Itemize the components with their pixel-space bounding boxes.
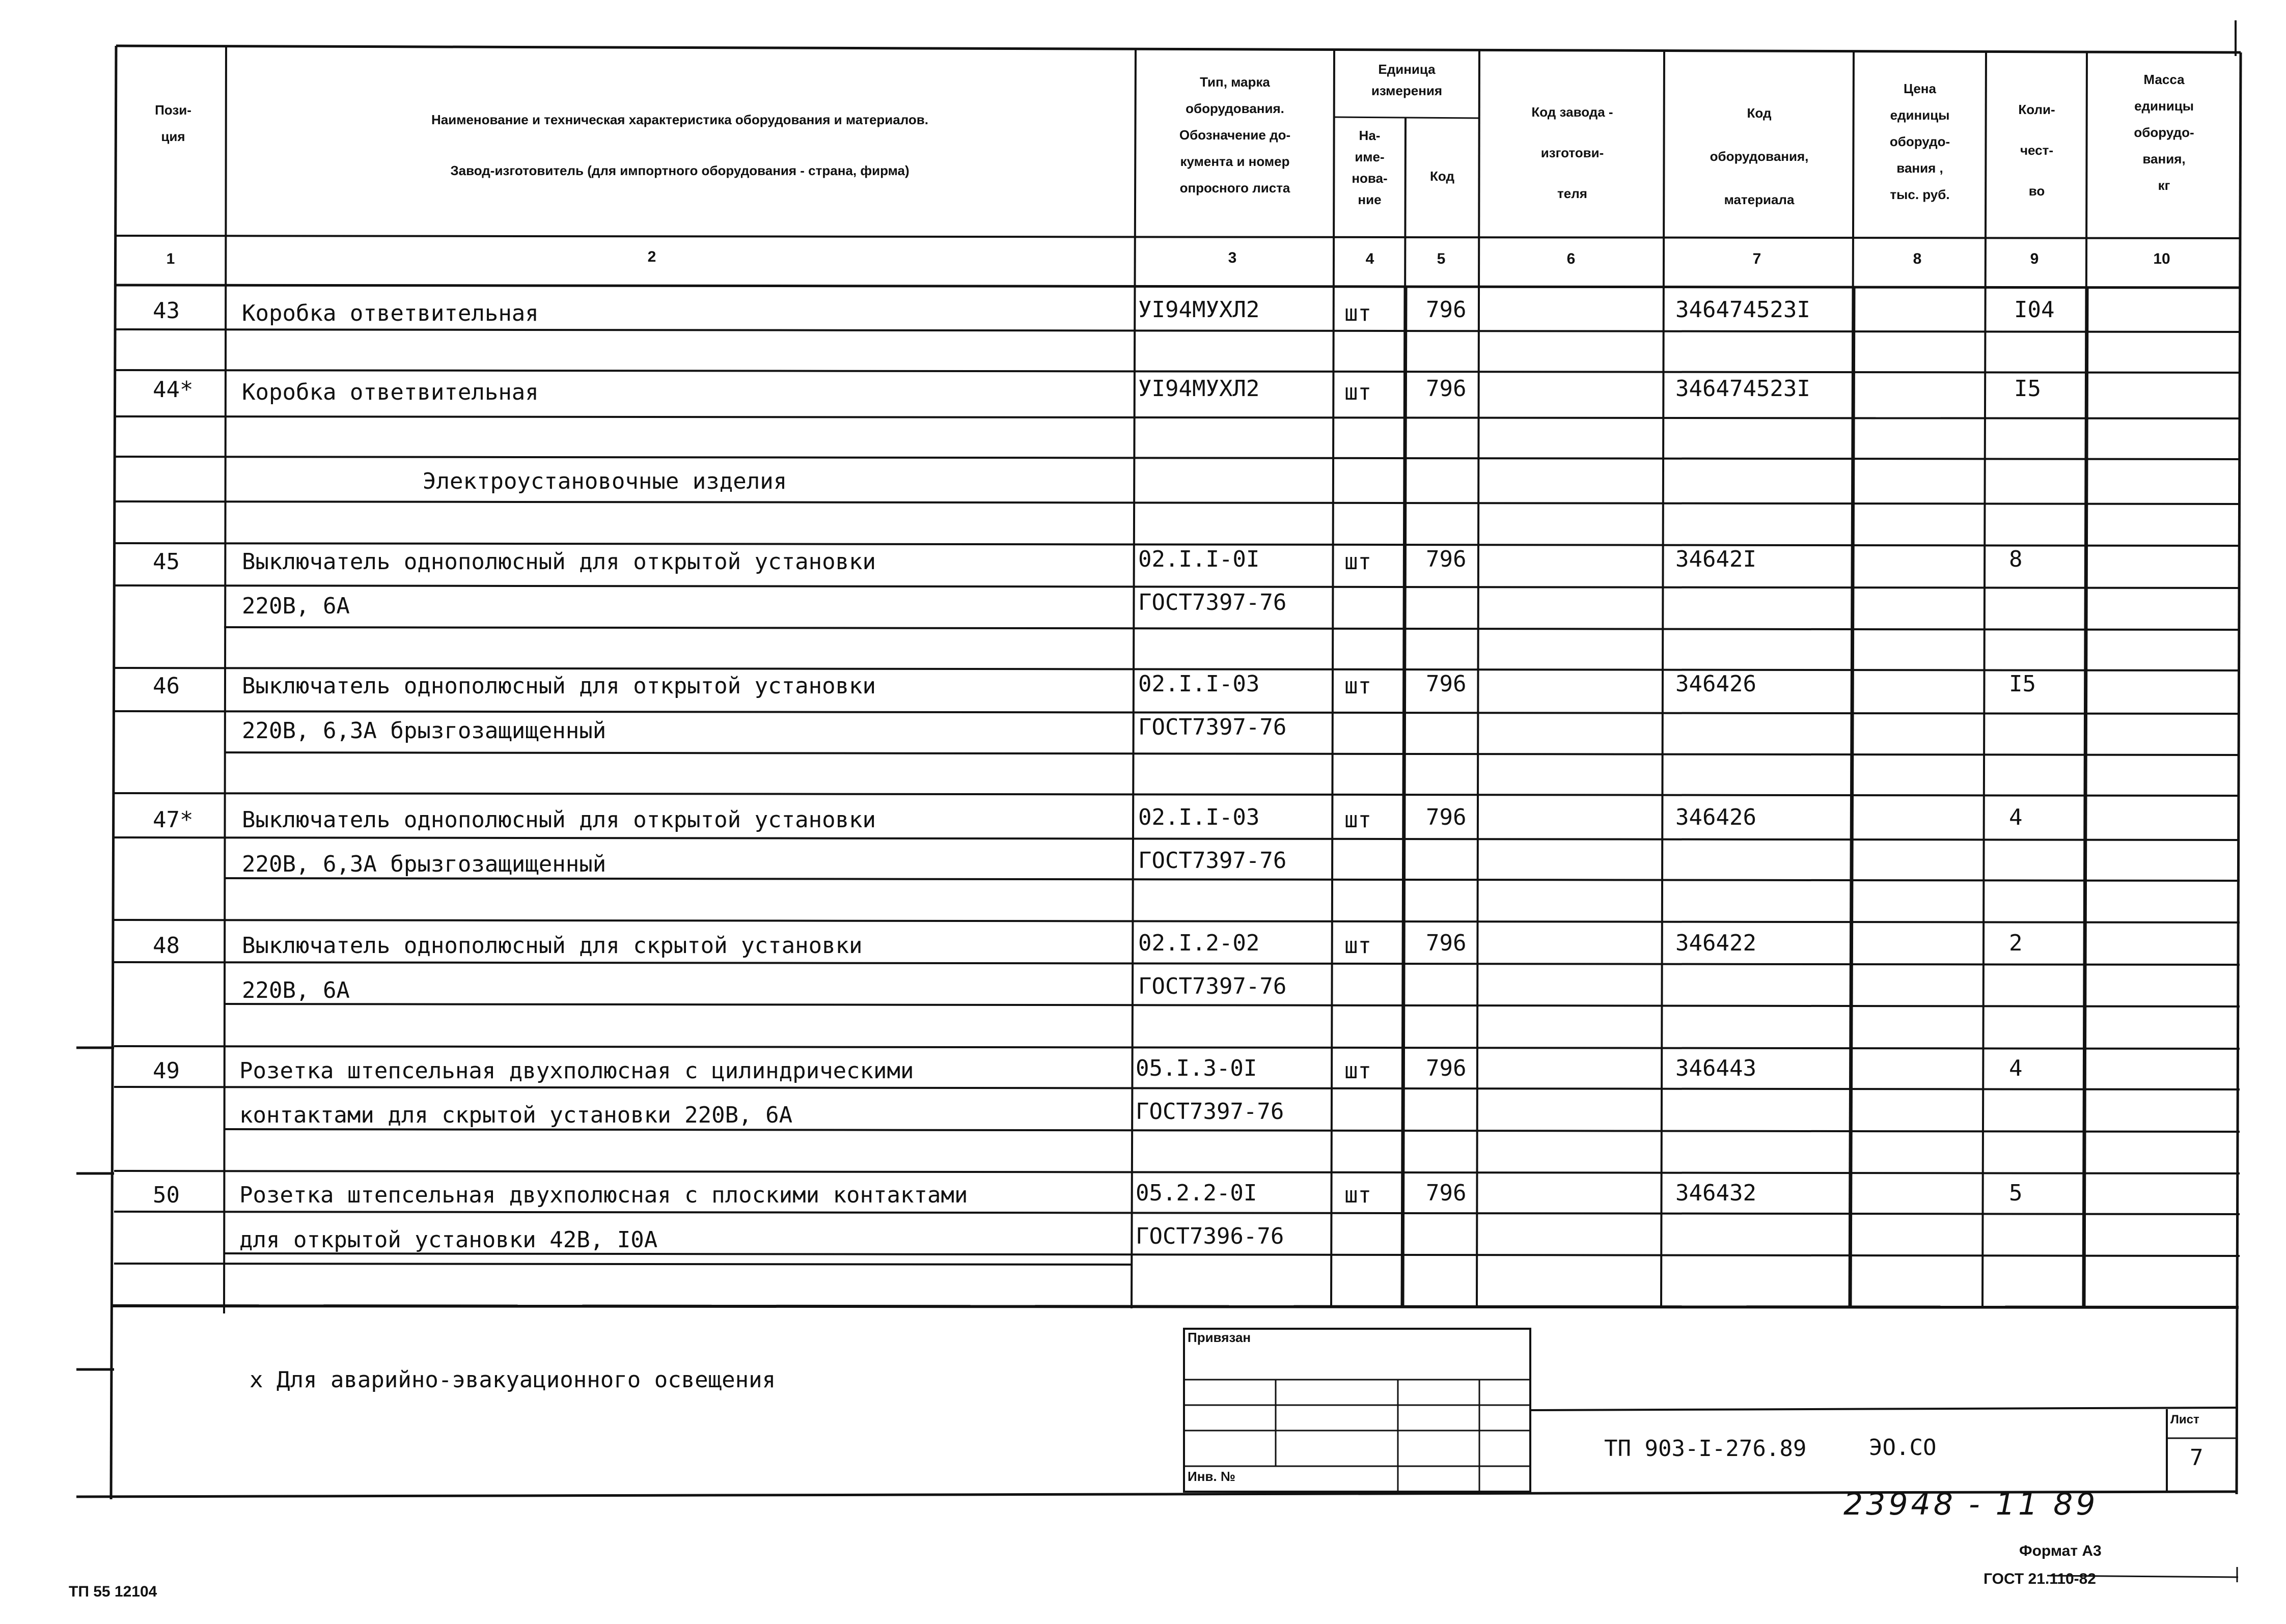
stamp-bound-label: Привязан [1188,1330,1251,1345]
colnum-7: 7 [1752,250,1761,267]
row-type: УI94МУХЛ2 [1138,297,1260,323]
hdr-price: Цена единицы оборудо- вания , тыс. руб. [1889,81,1950,202]
row-type: 05.I.3-0I [1136,1055,1257,1081]
row-unit: шт [1344,673,1371,699]
colnum-2: 2 [647,248,656,265]
row-type: УI94МУХЛ2 [1138,376,1260,402]
row-position: 47* [153,807,194,833]
row-unit: шт [1344,549,1371,575]
row-type: 02.I.2-02 [1138,930,1260,956]
colnum-8: 8 [1913,250,1922,267]
row-material-code: 346474523I [1675,297,1810,323]
row-material-code: 346474523I [1675,376,1810,402]
hdr-position: Пози- ция [155,102,191,144]
row-name-line2: контактами для скрытой установки 220В, 6А [239,1102,793,1128]
colnum-1: 1 [166,250,175,267]
row-position: 48 [153,933,180,959]
hdr-name: Наименование и техническая характеристика оборудования и материалов. Завод-изготовитель (для импортного оборудования - страна, фирма) [431,112,928,178]
section-heading: Электроустановочные изделия [423,468,787,494]
row-position: 49 [153,1058,180,1084]
row-material-code: 346426 [1675,804,1756,830]
row-quantity: I04 [2014,297,2055,323]
row-quantity: 4 [2009,1055,2023,1081]
row-quantity: 8 [2009,546,2023,572]
row-name: Выключатель однополюсный для открытой установки [242,673,876,699]
row-position: 46 [153,673,180,699]
row-unit: шт [1344,807,1371,833]
row-unit: шт [1344,300,1371,326]
row-unit-code: 796 [1426,1180,1467,1206]
row-name: Коробка ответвительная [242,379,539,405]
row-name: Розетка штепсельная двухполюсная с плоскими контактами [239,1182,968,1208]
row-unit-code: 796 [1426,546,1467,572]
row-type: 02.I.I-03 [1138,804,1260,830]
row-type: 02.I.I-0I [1138,546,1260,572]
row-standard: ГОСТ7397-76 [1138,714,1287,740]
row-quantity: I5 [2014,376,2041,402]
row-standard: ГОСТ7397-76 [1138,973,1287,999]
sheet-number: 7 [2190,1445,2204,1471]
row-material-code: 346443 [1675,1055,1756,1081]
hdr-mass: Масса единицы оборудо- вания, кг [2134,72,2194,193]
row-type: 02.I.I-03 [1138,671,1260,697]
row-name: Выключатель однополюсный для открытой установки [242,807,876,833]
hdr-unit-name: На- име- нова- ние [1352,128,1388,207]
row-material-code: 34642I [1675,546,1756,572]
row-unit-code: 796 [1426,297,1467,323]
row-standard: ГОСТ7397-76 [1138,848,1287,874]
row-position: 43 [153,298,180,324]
sheet-label: Лист [2170,1413,2199,1426]
row-name: Выключатель однополюсный для открытой установки [242,549,876,575]
row-unit-code: 796 [1426,804,1467,830]
gost-label: ГОСТ 21.110-82 [1984,1571,2096,1587]
row-material-code: 346422 [1675,930,1756,956]
colnum-4: 4 [1365,250,1374,267]
colnum-3: 3 [1228,249,1237,266]
row-position: 44* [153,377,194,403]
hdr-unit-code: Код [1430,169,1454,184]
row-material-code: 346432 [1675,1180,1756,1206]
row-quantity: I5 [2009,671,2036,697]
row-unit-code: 796 [1426,930,1467,956]
document-code: ТП 903-I-276.89 [1604,1436,1807,1462]
hdr-factory-code: Код завода - изготови- теля [1531,104,1613,201]
hdr-material-code: Код оборудования, материала [1710,105,1809,207]
row-type: 05.2.2-0I [1136,1180,1257,1206]
row-name: Розетка штепсельная двухполюсная с цилиндрическими [239,1058,914,1084]
row-name-line2: 220В, 6А [242,977,350,1003]
hdr-quantity: Коли- чест- во [2018,102,2055,199]
row-position: 45 [153,549,180,575]
row-name-line2: 220В, 6А [242,593,350,619]
row-unit: шт [1344,1182,1371,1208]
row-quantity: 2 [2009,930,2023,956]
row-unit: шт [1344,933,1371,959]
tp-label: ТП 55 12104 [69,1583,157,1600]
row-quantity: 5 [2009,1180,2023,1206]
colnum-6: 6 [1566,250,1576,267]
row-position: 50 [153,1182,180,1208]
stamp-inventory-label: Инв. № [1188,1469,1235,1484]
row-quantity: 4 [2009,804,2023,830]
hdr-unit-group: Единица измерения [1371,62,1443,98]
row-name-line2: для открытой установки 42В, I0А [239,1227,658,1253]
document-suffix: ЭО.СО [1869,1435,1937,1461]
footnote: х Для аварийно-эвакуационного освещения [250,1367,776,1393]
row-name-line2: 220В, 6,3А брызгозащищенный [242,851,607,877]
row-unit: шт [1344,1058,1371,1084]
hdr-type: Тип, марка оборудования. Обозначение до- кумента и номер опросного листа [1179,74,1291,195]
format-label: Формат А3 [2019,1543,2102,1559]
row-unit: шт [1344,379,1371,405]
row-standard: ГОСТ7397-76 [1138,590,1287,615]
row-name: Выключатель однополюсный для скрытой установки [242,933,863,959]
row-unit-code: 796 [1426,671,1467,697]
row-unit-code: 796 [1426,1055,1467,1081]
colnum-9: 9 [2030,250,2039,267]
row-material-code: 346426 [1675,671,1756,697]
row-unit-code: 796 [1426,376,1467,402]
colnum-10: 10 [2153,250,2170,267]
row-name-line2: 220В, 6,3А брызгозащищенный [242,718,607,744]
handwritten-archive-number: 23948 - 11 89 [1843,1487,2099,1522]
row-name: Коробка ответвительная [242,300,539,326]
row-standard: ГОСТ7396-76 [1136,1223,1284,1249]
colnum-5: 5 [1437,250,1446,267]
row-standard: ГОСТ7397-76 [1136,1099,1284,1125]
